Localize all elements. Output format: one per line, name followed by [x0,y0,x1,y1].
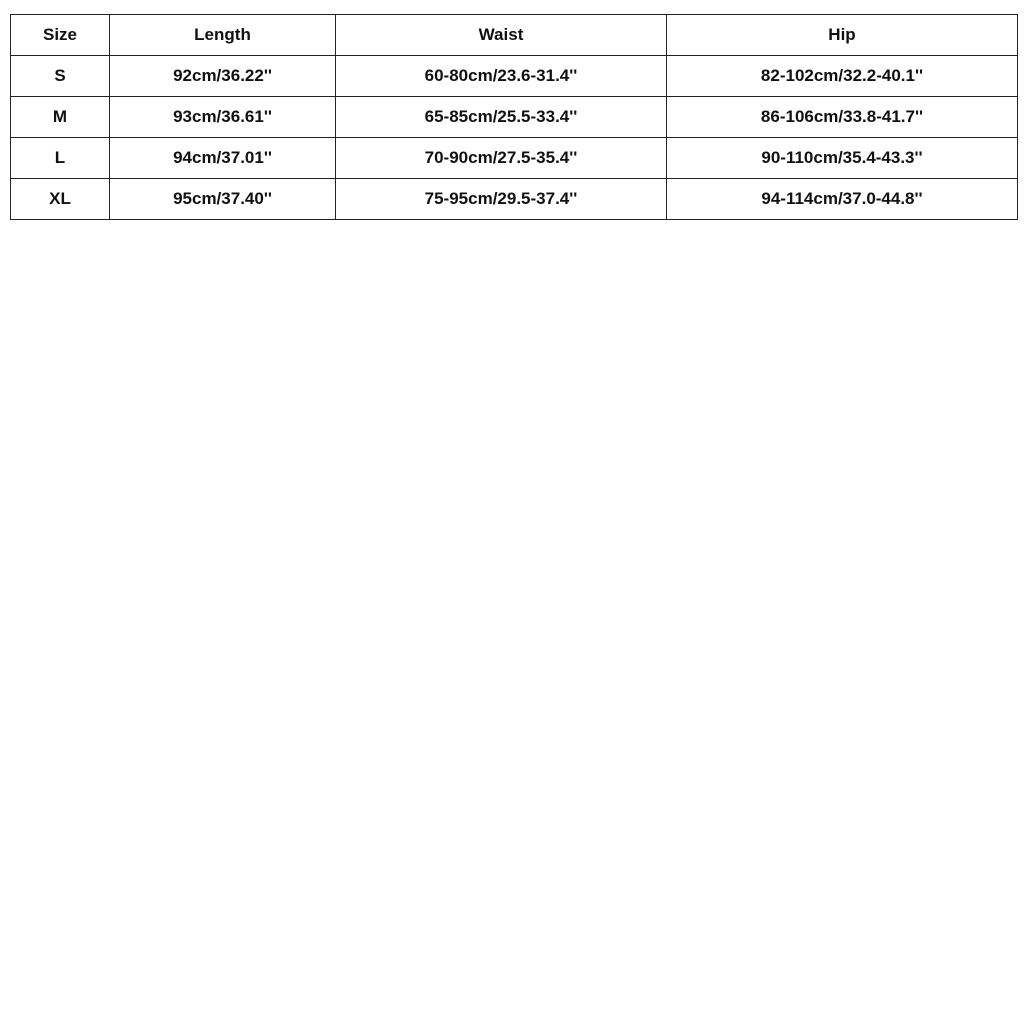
header-waist: Waist [336,15,667,56]
table-row [11,56,1018,97]
cell-waist: 70-90cm/27.5-35.4'' [336,138,667,179]
cell-length: 95cm/37.40'' [110,179,336,220]
table-row [11,138,1018,179]
cell-hip: 90-110cm/35.4-43.3'' [667,138,1018,179]
cell-hip: 86-106cm/33.8-41.7'' [667,97,1018,138]
cell-waist: 60-80cm/23.6-31.4'' [336,56,667,97]
cell-hip: 82-102cm/32.2-40.1'' [667,56,1018,97]
cell-size: S [11,56,110,97]
header-length: Length [110,15,336,56]
cell-hip: 94-114cm/37.0-44.8'' [667,179,1018,220]
cell-length: 94cm/37.01'' [110,138,336,179]
header-row [11,15,1018,56]
cell-size: L [11,138,110,179]
size-chart-table [10,14,1018,220]
cell-length: 92cm/36.22'' [110,56,336,97]
table-header [11,15,1018,56]
cell-size: XL [11,179,110,220]
cell-size: M [11,97,110,138]
cell-length: 93cm/36.61'' [110,97,336,138]
cell-waist: 65-85cm/25.5-33.4'' [336,97,667,138]
header-size: Size [11,15,110,56]
header-hip: Hip [667,15,1018,56]
table-row [11,179,1018,220]
cell-waist: 75-95cm/29.5-37.4'' [336,179,667,220]
table-body [11,56,1018,220]
table-row [11,97,1018,138]
